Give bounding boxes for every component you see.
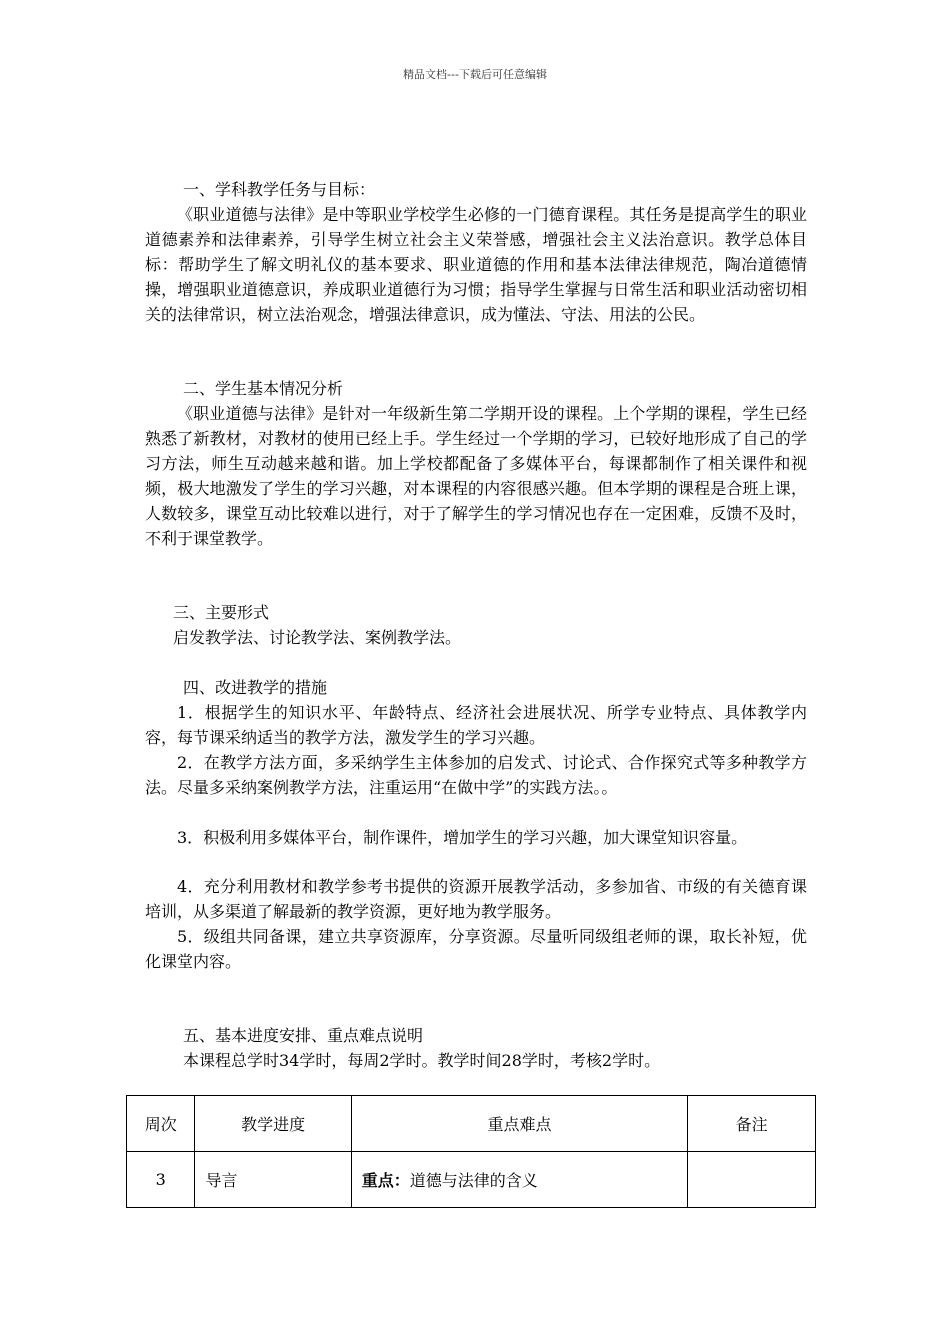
- measure-item-1: 1．根据学生的知识水平、年龄特点、经济社会进展状况、所学专业特点、具体教学内容，每节课采纳适当的教学方法，激发学生的学习兴趣。: [145, 703, 807, 747]
- header-notes: 备注: [688, 1096, 816, 1152]
- section-5-paragraph: 本课程总学时34学时，每周2学时。教学时间28学时，考核2学时。: [183, 1051, 661, 1070]
- cell-key-points: [351, 1152, 688, 1208]
- measure-item-2: 2．在教学方法方面，多采纳学生主体参加的启发式、讨论式、合作探究式等多种教学方法。尽量多采纳案例教学方法，注重运用“在做中学”的实践方法。。: [145, 753, 807, 797]
- section-heading-3: 三、主要形式: [173, 603, 270, 622]
- cell-progress: 导言: [195, 1152, 351, 1208]
- section-heading-4: 四、改进教学的措施: [183, 678, 328, 697]
- header-progress: 教学进度: [195, 1096, 351, 1152]
- page-header: 精品文档---下载后可任意编辑: [403, 68, 547, 81]
- section-heading-1: 一、学科教学任务与目标：: [183, 180, 376, 199]
- measure-item-5: 5．级组共同备课，建立共享资源库，分享资源。尽量听同级组老师的课，取长补短，优化课堂内容。: [145, 927, 807, 971]
- section-heading-2: 二、学生基本情况分析: [183, 379, 344, 398]
- section-3-paragraph: 启发教学法、讨论教学法、案例教学法。: [173, 628, 462, 647]
- cell-notes: [688, 1152, 816, 1208]
- cell-week: 3: [127, 1152, 195, 1208]
- section-2-paragraph: 《职业道德与法律》是针对一年级新生第二学期开设的课程。上个学期的课程，学生已经熟悉了新教材，对教材的使用已经上手。学生经过一个学期的学习，已较好地形成了自己的学习方法，师生互动越来越和谐。加上学校都配备了多媒体平台，每课都制作了相关课件和视频，极大地激发了学生的学习兴趣，对本课程的内容很感兴趣。但本学期的课程是合班上课，人数较多，课堂互动比较难以进行，对于了解学生的学习情况也存在一定困难，反馈不及时，不利于课堂教学。: [145, 404, 807, 548]
- key-label: 重点：: [361, 1171, 410, 1190]
- measure-item-3: 3．积极利用多媒体平台，制作课件，增加学生的学习兴趣，加大课堂知识容量。: [177, 828, 748, 847]
- key-text: 道德与法律的含义: [409, 1171, 538, 1190]
- section-heading-5: 五、基本进度安排、重点难点说明: [183, 1026, 424, 1045]
- schedule-table: [126, 1095, 816, 1208]
- section-1-paragraph: 《职业道德与法律》是中等职业学校学生必修的一门德育课程。其任务是提高学生的职业道德素养和法律素养，引导学生树立社会主义荣誉感，增强社会主义法治意识。教学总体目标：帮助学生了解文明礼仪的基本要求、职业道德的作用和基本法律法律规范，陶冶道德情操，增强职业道德意识，养成职业道德行为习惯；指导学生掌握与日常生活和职业活动密切相关的法律常识，树立法治观念，增强法律意识，成为懂法、守法、用法的公民。: [145, 205, 807, 324]
- table-row: [127, 1152, 816, 1208]
- table-header-row: [127, 1096, 816, 1152]
- header-week: 周次: [127, 1096, 195, 1152]
- header-key-points: 重点难点: [351, 1096, 688, 1152]
- measure-item-4: 4．充分利用教材和教学参考书提供的资源开展教学活动，多参加省、市级的有关德育课培训，从多渠道了解最新的教学资源，更好地为教学服务。: [145, 877, 807, 921]
